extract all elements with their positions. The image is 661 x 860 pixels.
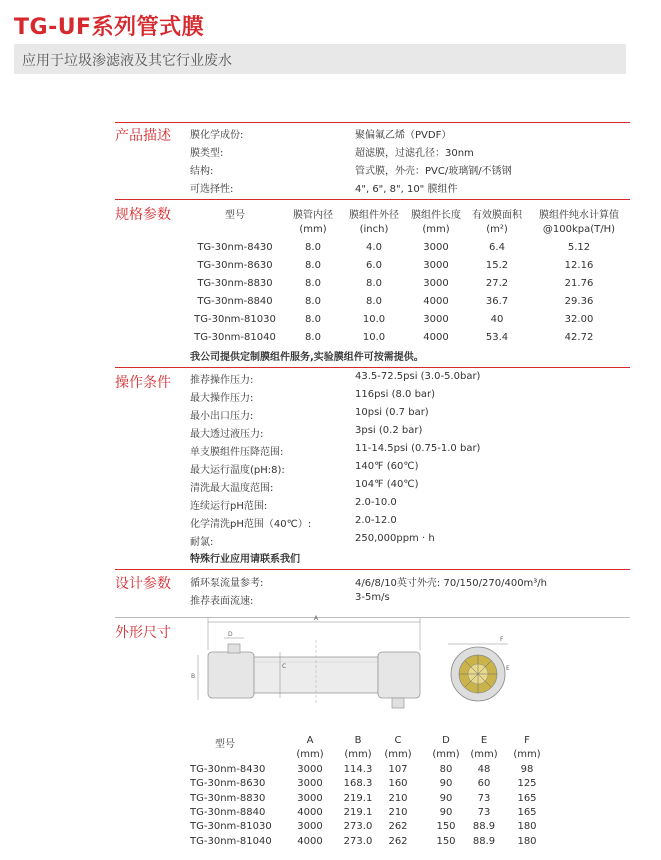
specs-cell: TG-30nm-8430 (197, 242, 273, 253)
specs-cell: 8.0 (305, 296, 321, 307)
specs-cell: 10.0 (362, 332, 386, 343)
dims-cell: TG-30nm-8630 (190, 778, 266, 790)
specs-cell: TG-30nm-81040 (194, 332, 276, 343)
dims-cell: 3000 (297, 778, 323, 790)
specs-cell: 3000 (423, 278, 449, 289)
specs-unit: @100kpa(T/H) (542, 224, 616, 235)
dimension-label-e: E (506, 665, 510, 672)
specs-cell: 4.0 (366, 242, 382, 253)
dims-cell: 219.1 (343, 807, 373, 818)
operation-label: 最小出口压力: (190, 411, 254, 422)
operation-value: 2.0-12.0 (355, 515, 397, 526)
product-label: 结构: (190, 166, 214, 177)
section-title-dimensions: 外形尺寸 (115, 625, 171, 641)
dims-unit: (mm) (296, 749, 324, 761)
specs-cell: 29.36 (564, 296, 594, 307)
dims-cell: 168.3 (343, 778, 373, 790)
product-label: 膜化学成份: (190, 130, 244, 141)
specs-cell: 6.4 (489, 242, 505, 253)
dims-cell: 60 (477, 778, 491, 790)
section-rule (115, 569, 630, 570)
specs-cell: TG-30nm-8830 (197, 278, 273, 289)
specs-header: 有效膜面积 (472, 210, 522, 221)
operation-value: 2.0-10.0 (355, 497, 397, 508)
dims-cell: 90 (439, 807, 453, 818)
specs-cell: 3000 (423, 242, 449, 253)
dims-cell: 262 (388, 835, 408, 847)
dims-cell: TG-30nm-8430 (190, 763, 266, 775)
dims-unit: (mm) (470, 749, 498, 761)
operation-value: 140℉ (60℃) (355, 461, 419, 472)
subtitle-bar (14, 44, 626, 74)
operation-label: 最大操作压力: (190, 393, 254, 404)
operation-label: 最大运行温度(pH:8): (190, 465, 285, 476)
dims-cell: 262 (388, 821, 408, 833)
dimension-label-f: F (500, 636, 504, 643)
specs-cell: TG-30nm-8630 (197, 260, 273, 271)
dims-cell: 180 (517, 821, 537, 833)
dims-cell: 90 (439, 792, 453, 804)
specs-header: 型号 (225, 210, 245, 221)
specs-cell: 10.0 (362, 314, 386, 325)
dims-cell: 4000 (297, 807, 323, 818)
dims-cell: 210 (388, 792, 408, 804)
dimension-label-c: C (282, 663, 287, 670)
product-label: 可选择性: (190, 184, 234, 195)
specs-note: 我公司提供定制膜组件服务,实验膜组件可按需提供。 (190, 352, 424, 363)
operation-label: 化学清洗pH范围（40℃）: (190, 519, 312, 530)
operation-value: 250,000ppm · h (355, 533, 435, 544)
specs-header: 膜管内径 (293, 210, 333, 221)
dims-cell: 180 (517, 835, 537, 847)
specs-cell: 4000 (423, 296, 449, 307)
dims-cell: 88.9 (472, 821, 496, 833)
specs-cell: 4000 (423, 332, 449, 343)
dims-header: D (442, 735, 450, 746)
specs-cell: 8.0 (305, 278, 321, 289)
specs-cell: 8.0 (305, 260, 321, 271)
dims-header: B (354, 735, 362, 746)
design-label: 推荐表面流速: (190, 596, 254, 607)
dims-cell: 107 (388, 763, 408, 775)
specs-cell: 32.00 (564, 314, 594, 325)
dims-cell: 48 (477, 763, 491, 775)
specs-cell: 8.0 (305, 314, 321, 325)
specs-cell: 53.4 (485, 332, 509, 343)
specs-cell: TG-30nm-81030 (194, 314, 276, 325)
operation-label: 推荐操作压力: (190, 375, 254, 386)
specs-cell: 6.0 (366, 260, 382, 271)
section-rule (115, 122, 630, 123)
dims-cell: 273.0 (343, 835, 373, 847)
specs-cell: 42.72 (564, 332, 594, 343)
dims-cell: TG-30nm-81040 (190, 835, 272, 847)
dims-cell: 273.0 (343, 821, 373, 833)
dims-cell: 3000 (297, 763, 323, 775)
dims-header: C (394, 735, 402, 746)
specs-unit: (m²) (486, 224, 508, 235)
specs-cell: 8.0 (305, 332, 321, 343)
dims-cell: 150 (436, 835, 456, 847)
dims-cell: TG-30nm-8830 (190, 792, 266, 804)
section-rule (115, 199, 630, 200)
operation-value: 10psi (0.7 bar) (355, 407, 429, 418)
specs-cell: 15.2 (485, 260, 509, 271)
dims-cell: 3000 (297, 821, 323, 833)
dims-header: 型号 (215, 739, 235, 750)
specs-cell: 21.76 (564, 278, 594, 289)
dims-cell: 219.1 (343, 792, 373, 804)
specs-unit: (mm) (422, 224, 450, 235)
product-value: 4", 6", 8", 10" 膜组件 (355, 184, 458, 195)
dims-unit: (mm) (432, 749, 460, 761)
dims-cell: 160 (388, 778, 408, 790)
dims-cell: 88.9 (472, 835, 496, 847)
dimension-label-b: B (191, 673, 196, 680)
specs-header: 膜组件长度 (411, 210, 461, 221)
specs-cell: 8.0 (305, 242, 321, 253)
specs-cell: 40 (490, 314, 504, 325)
operation-value: 3psi (0.2 bar) (355, 425, 423, 436)
specs-cell: 36.7 (485, 296, 509, 307)
product-value: 超滤膜，过滤孔径：30nm (355, 148, 474, 159)
operation-note: 特殊行业应用请联系我们 (190, 554, 300, 565)
specs-unit: (inch) (359, 224, 389, 235)
operation-value: 43.5-72.5psi (3.0-5.0bar) (355, 371, 481, 382)
dims-unit: (mm) (344, 749, 372, 761)
dims-cell: 73 (477, 792, 491, 804)
dims-cell: 80 (439, 763, 453, 775)
dims-cell: 114.3 (343, 763, 373, 775)
product-value: 管式膜，外壳：PVC/玻璃钢/不锈钢 (355, 166, 512, 177)
operation-label: 耐氯: (190, 537, 214, 548)
design-value: 3-5m/s (355, 592, 390, 603)
specs-cell: 3000 (423, 260, 449, 271)
dims-cell: 165 (517, 807, 537, 818)
dims-cell: 90 (439, 778, 453, 790)
section-title-specs: 规格参数 (115, 207, 171, 223)
operation-label: 连续运行pH范围: (190, 501, 268, 512)
dims-cell: 210 (388, 807, 408, 818)
section-title-product: 产品描述 (115, 128, 171, 144)
dimension-label-a: A (314, 615, 319, 622)
specs-cell: TG-30nm-8840 (197, 296, 273, 307)
operation-value: 104℉ (40℃) (355, 479, 419, 490)
specs-cell: 5.12 (567, 242, 591, 253)
operation-label: 单支膜组件压降范围: (190, 447, 284, 458)
dimension-label-d: D (228, 631, 233, 638)
specs-unit: (mm) (299, 224, 327, 235)
section-title-design: 设计参数 (115, 576, 171, 592)
design-label: 循环泵流量参考: (190, 578, 264, 589)
dims-header: F (524, 735, 530, 746)
dims-cell: 3000 (297, 792, 323, 804)
dims-cell: 125 (517, 778, 537, 790)
dims-unit: (mm) (513, 749, 541, 761)
design-value: 4/6/8/10英寸外壳: 70/150/270/400m³/h (355, 578, 548, 589)
dims-header: A (306, 735, 314, 746)
section-rule (115, 367, 630, 368)
specs-cell: 12.16 (564, 260, 594, 271)
specs-header: 膜组件纯水计算值 (539, 210, 619, 221)
specs-header: 膜组件外径 (349, 210, 399, 221)
operation-value: 11-14.5psi (0.75-1.0 bar) (355, 443, 481, 454)
dims-cell: 73 (477, 807, 491, 818)
specs-cell: 27.2 (485, 278, 509, 289)
dims-cell: TG-30nm-81030 (190, 821, 272, 833)
product-label: 膜类型: (190, 148, 224, 159)
module-outline-drawing (188, 610, 528, 725)
page-title: TG-UF系列管式膜 (14, 15, 205, 40)
operation-label: 清洗最大温度范围: (190, 483, 274, 494)
specs-cell: 8.0 (366, 278, 382, 289)
specs-cell: 8.0 (366, 296, 382, 307)
dims-cell: 150 (436, 821, 456, 833)
product-value: 聚偏氟乙烯（PVDF） (355, 130, 452, 141)
dims-cell: 4000 (297, 835, 323, 847)
dims-cell: 165 (517, 792, 537, 804)
subtitle: 应用于垃圾渗滤液及其它行业废水 (22, 53, 232, 69)
dims-cell: 98 (520, 763, 534, 775)
dims-cell: TG-30nm-8840 (190, 807, 266, 818)
operation-label: 最大透过液压力: (190, 429, 264, 440)
specs-cell: 3000 (423, 314, 449, 325)
section-title-operation: 操作条件 (115, 375, 171, 391)
dims-header: E (480, 735, 488, 746)
operation-value: 116psi (8.0 bar) (355, 389, 436, 400)
dims-unit: (mm) (384, 749, 412, 761)
